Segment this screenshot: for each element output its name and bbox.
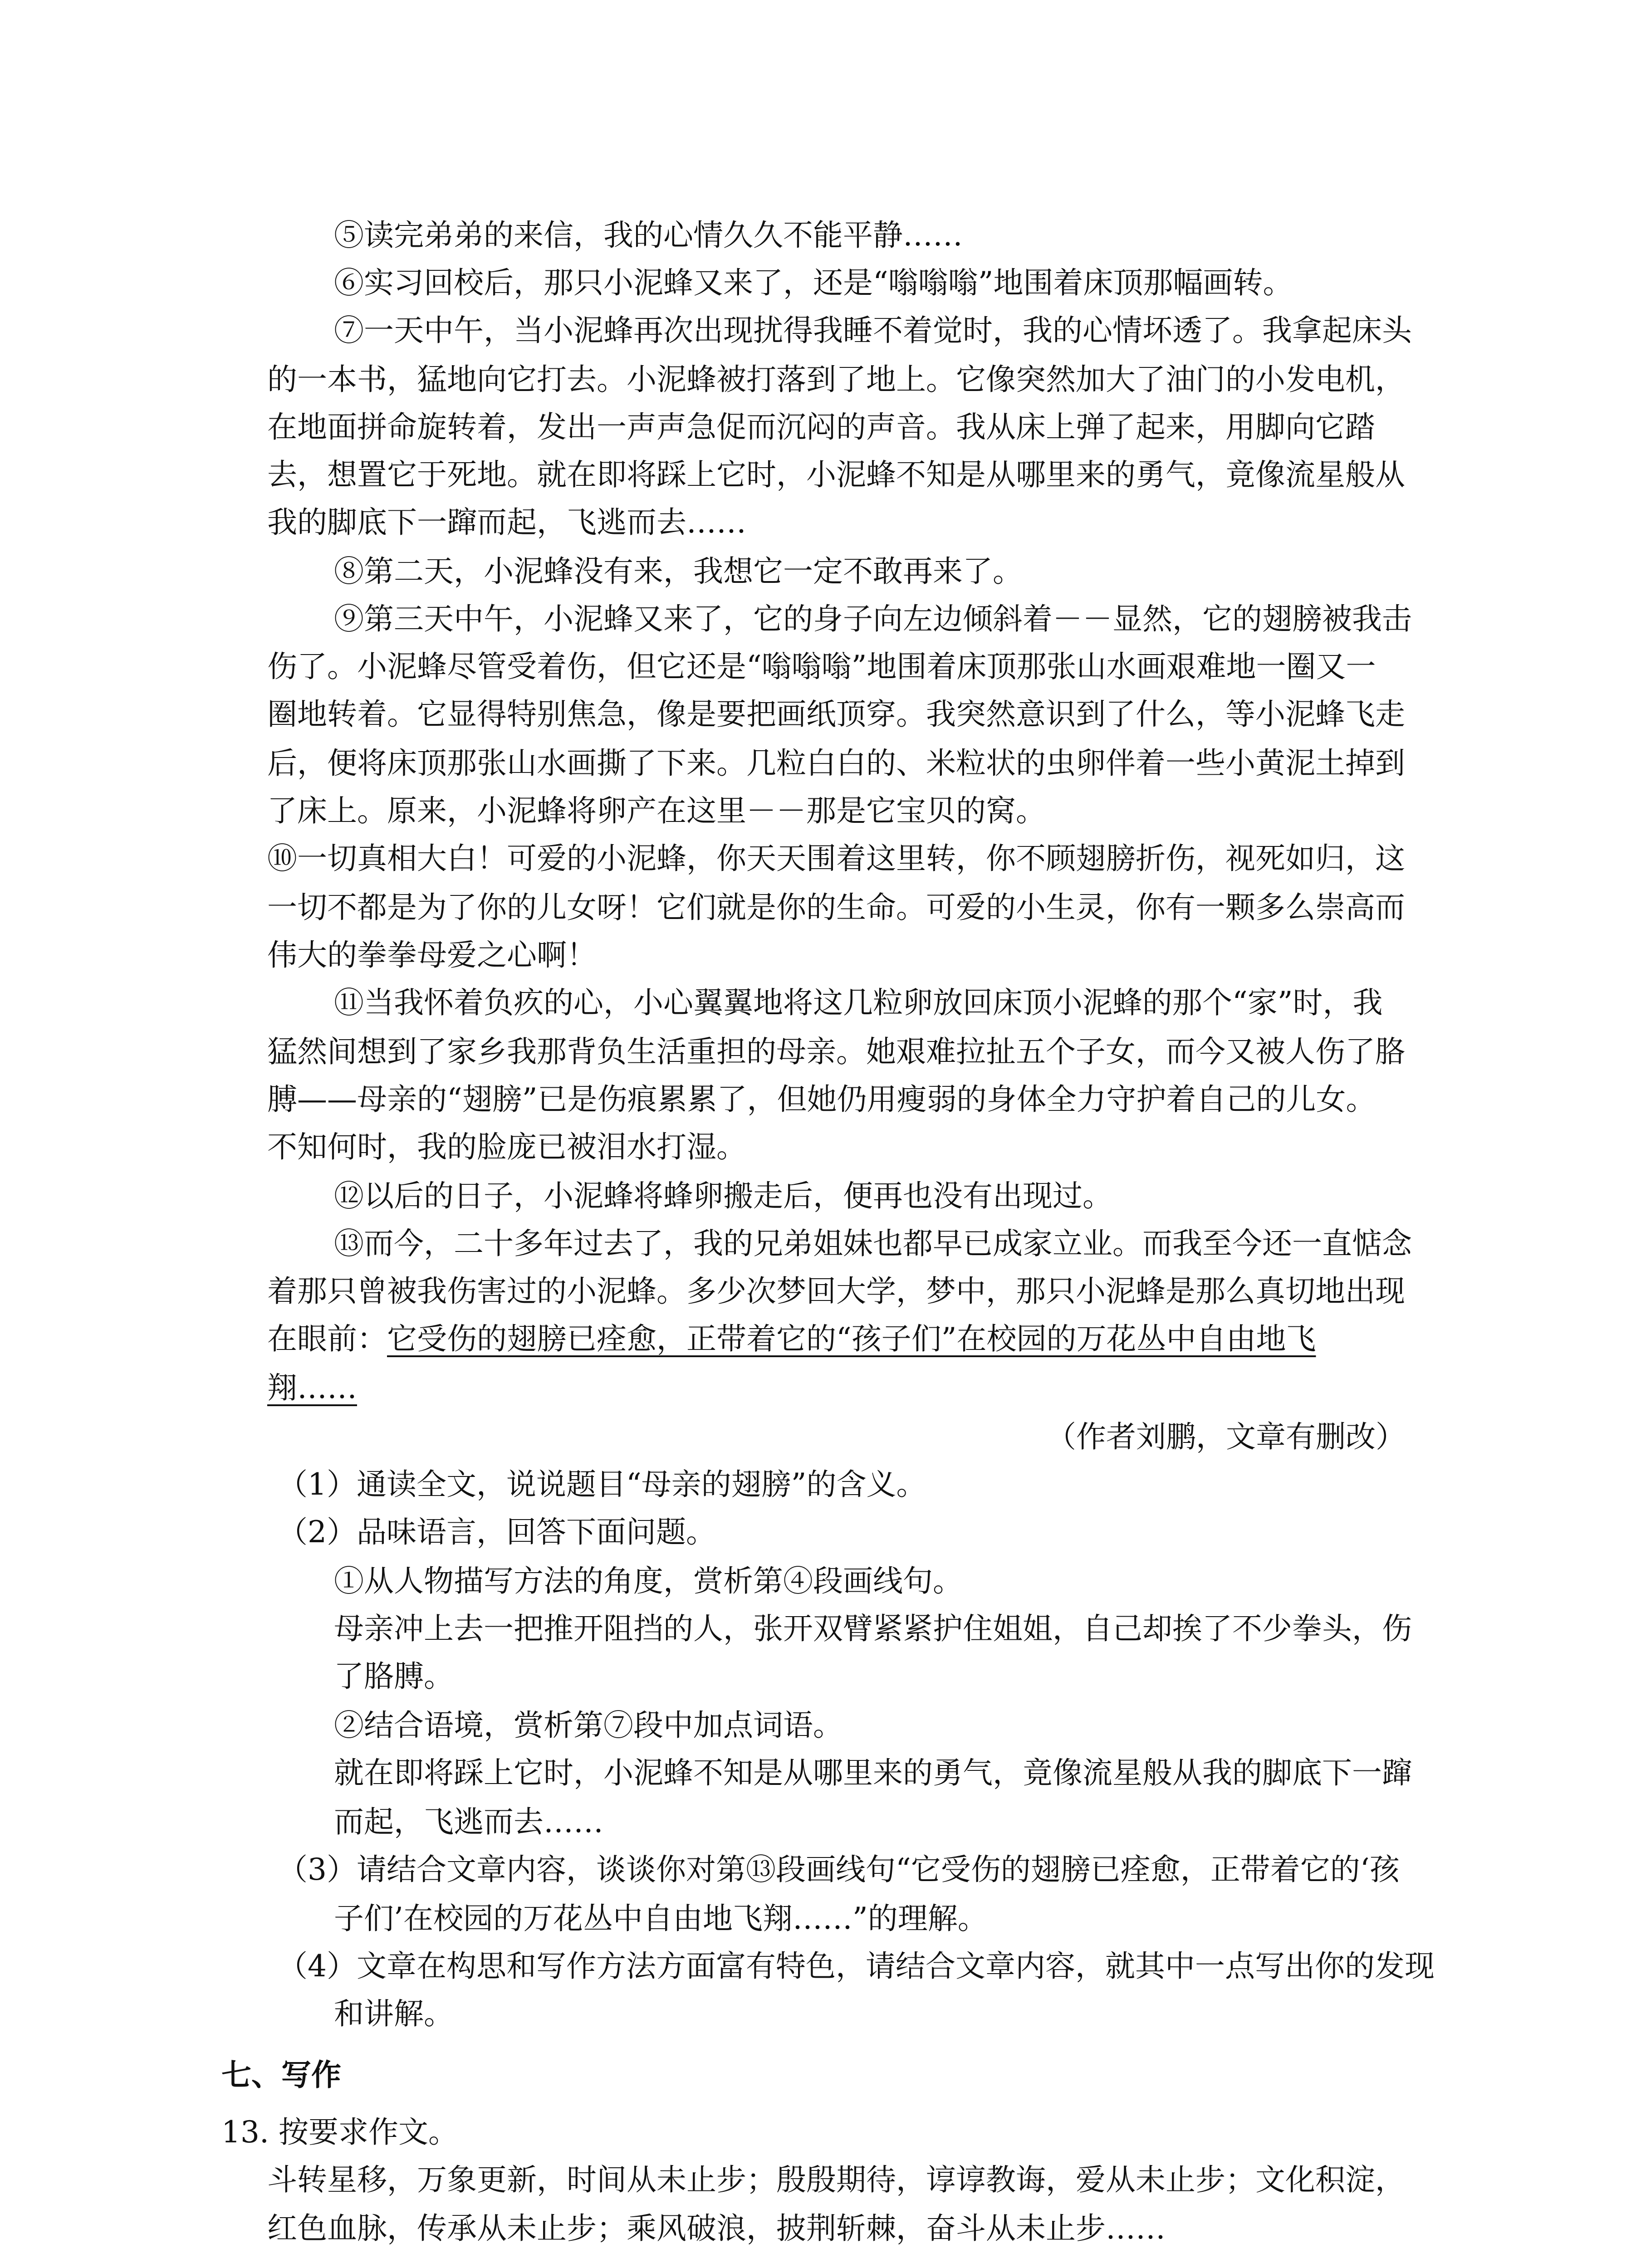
section-heading: 七、写作 <box>221 2058 341 2092</box>
text-line-20: 不知何时，我的脸庞已被泪水打湿。 <box>267 1129 746 1164</box>
text-line-4: 的一本书，猛地向它打去。小泥蜂被打落到了地上。它像突然加大了油门的小发电机， <box>267 362 1405 397</box>
text-line-21: ⑫以后的日子，小泥蜂将蜂卵搬走后，便再也没有出现过。 <box>334 1178 1112 1213</box>
text-line-8: ⑧第二天，小泥蜂没有来，我想它一定不敢再来了。 <box>334 554 1023 589</box>
text-line-24 <box>267 1321 1316 1356</box>
text-line-16: 伟大的拳拳母爱之心啊！ <box>267 938 597 973</box>
text-line-11: 圈地转着。它显得特别焦急，像是要把画纸顶穿。我突然意识到了什么，等小泥蜂飞走 <box>267 697 1405 732</box>
text-line-23: 着那只曾被我伤害过的小泥蜂。多少次梦回大学，梦中，那只小泥蜂是那么真切地出现 <box>267 1274 1405 1309</box>
text-line-19: 膊——母亲的“翅膀”已是伤痕累累了，但她仍用瘦弱的身体全力守护着自己的儿女。 <box>267 1082 1376 1117</box>
text-line-3: ⑦一天中午，当小泥蜂再次出现扰得我睡不着觉时，我的心情坏透了。我拿起床头 <box>334 313 1412 348</box>
text-line-6: 去，想置它于死地。就在即将踩上它时，小泥蜂不知是从哪里来的勇气，竟像流星般从 <box>267 457 1405 492</box>
text-line-12: 后，便将床顶那张山水画撕了下来。几粒白白的、米粒状的虫卵伴着一些小黄泥土掉到 <box>267 746 1405 781</box>
quote-line-4: 而起，飞逃而去…… <box>334 1804 603 1839</box>
text-line-1: ⑤读完弟弟的来信，我的心情久久不能平静…… <box>334 218 963 253</box>
question-4: （4）文章在构思和写作方法方面富有特色，请结合文章内容，就其中一点写出你的发现 <box>278 1949 1435 1984</box>
prompt-line-1: 斗转星移，万象更新，时间从未止步；殷殷期待，谆谆教诲，爱从未止步；文化积淀， <box>267 2162 1405 2197</box>
text-line-14: ⑩一切真相大白！可爱的小泥蜂，你天天围着这里转，你不顾翅膀折伤，视死如归，这 <box>267 841 1405 876</box>
quote-line-2: 了胳膊。 <box>334 1659 454 1694</box>
text-line-18: 猛然间想到了家乡我那背负生活重担的母亲。她艰难拉扯五个子女，而今又被人伤了胳 <box>267 1034 1405 1069</box>
quote-line-3: 就在即将踩上它时，小泥蜂不知是从哪里来的勇气，竟像流星般从我的脚底下一蹿 <box>334 1755 1412 1790</box>
question-1: （1）通读全文，说说题目“母亲的翅膀”的含义。 <box>278 1467 926 1502</box>
text-line-7: 我的脚底下一蹿而起，飞逃而去…… <box>267 505 746 540</box>
text-line-13: 了床上。原来，小泥蜂将卵产在这里－－那是它宝贝的窝。 <box>267 793 1046 828</box>
source-note: （作者刘鹏，文章有删改） <box>1046 1419 1406 1454</box>
underlined-sentence-part-2: 翔…… <box>267 1370 357 1405</box>
text-line-2: ⑥实习回校后，那只小泥蜂又来了，还是“嗡嗡嗡”地围着床顶那幅画转。 <box>334 265 1293 300</box>
text-line-10: 伤了。小泥蜂尽管受着伤，但它还是“嗡嗡嗡”地围着床顶那张山水画艰难地一圈又一 <box>267 649 1376 684</box>
question-2: （2）品味语言，回答下面问题。 <box>278 1515 716 1549</box>
question-2-sub-2: ②结合语境，赏析第⑦段中加点词语。 <box>334 1708 843 1743</box>
prompt-line-2: 红色血脉，传承从未止步；乘风破浪，披荆斩棘，奋斗从未止步…… <box>267 2211 1166 2246</box>
text-line-5: 在地面拼命旋转着，发出一声声急促而沉闷的声音。我从床上弹了起来，用脚向它踏 <box>267 410 1375 445</box>
quote-line-1: 母亲冲上去一把推开阻挡的人，张开双臂紧紧护住姐姐，自己却挨了不少拳头，伤 <box>334 1611 1412 1646</box>
question-2-sub-1: ①从人物描写方法的角度，赏析第④段画线句。 <box>334 1564 963 1598</box>
question-4-cont: 和讲解。 <box>334 1996 454 2031</box>
text-line-22: ⑬而今，二十多年过去了，我的兄弟姐妹也都早已成家立业。而我至今还一直惦念 <box>334 1226 1412 1261</box>
underlined-sentence-part-1: 它受伤的翅膀已痊愈，正带着它的“孩子们”在校园的万花丛中自由地飞 <box>387 1321 1316 1356</box>
text-line-15: 一切不都是为了你的儿女呀！它们就是你的生命。可爱的小生灵，你有一颗多么崇高而 <box>267 890 1405 925</box>
text-line-9: ⑨第三天中午，小泥蜂又来了，它的身子向左边倾斜着－－显然，它的翅膀被我击 <box>334 601 1412 636</box>
question-3-cont: 子们’在校园的万花丛中自由地飞翔……”的理解。 <box>334 1901 988 1936</box>
question-13: 13. 按要求作文。 <box>221 2115 458 2150</box>
text-line-17: ⑪当我怀着负疚的心，小心翼翼地将这几粒卵放回床顶小泥蜂的那个“家”时，我 <box>334 985 1383 1020</box>
question-3: （3）请结合文章内容，谈谈你对第⑬段画线句“它受伤的翅膀已痊愈，正带着它的‘孩 <box>278 1852 1400 1887</box>
text-line-24-plain: 在眼前： <box>267 1321 387 1356</box>
